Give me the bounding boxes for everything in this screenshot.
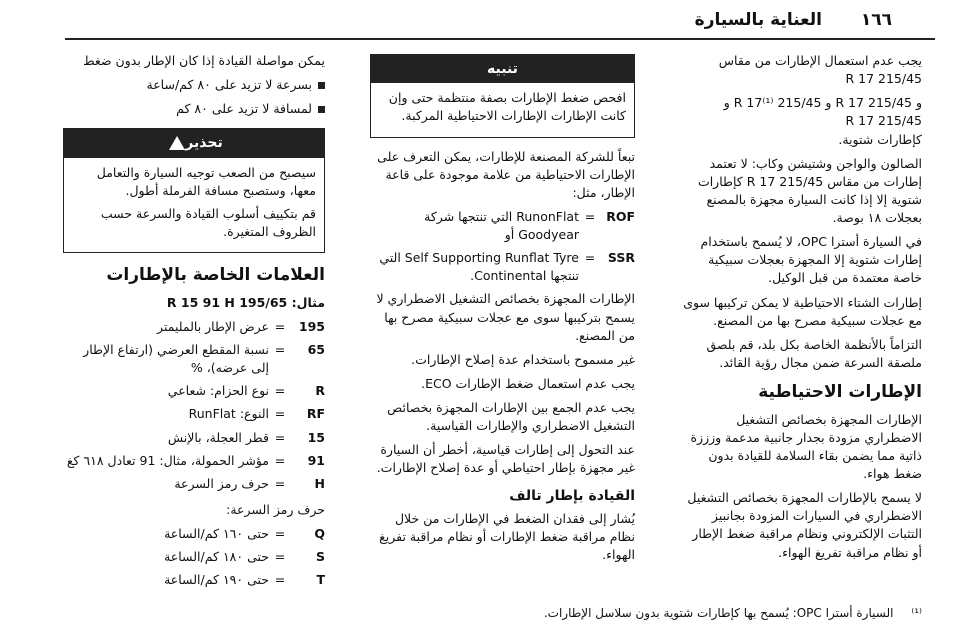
row-value: مؤشر الحمولة، مثال: 91 تعادل ٦١٨ كغ (66, 452, 269, 468)
paragraph: يمكن مواصلة القيادة إذا كان الإطار بدون ضغط (83, 53, 325, 68)
marking-key: SSR (607, 250, 635, 266)
marking-value: Self Supporting Runflat Tyre التي تنتجها Continental. (379, 250, 579, 284)
paragraph: يُشار إلى فقدان الضغط في الإطارات من خلال نظام مراقبة ضغط الإطارات أو نظام مراقبة تفريغ الهواء. (379, 510, 635, 563)
row-key: H (314, 475, 325, 491)
notice-text: افحص ضغط الإطارات بصفة منتظمة حتى وإن كانت الإطارات الإطارات الاحتياطية المركبة. (388, 90, 626, 124)
warning-text: سيصبح من الصعب توجيه السيارة والتعامل معها، وستصبح مسافة الفرملة أطول. (96, 164, 316, 198)
row-value: النوع: RunFlat (188, 406, 269, 422)
table-row: T = حتى ١٩٠ كم/الساعة (63, 571, 325, 589)
footnote-mark: ⁽¹⁾ (911, 606, 922, 620)
column-right (682, 52, 922, 568)
row-key: 65 (307, 342, 325, 358)
bullet-item: لمسافة لا تزيد على ٨٠ كم (63, 100, 325, 118)
table-row: Q = حتى ١٦٠ كم/الساعة (63, 525, 325, 543)
warning-text: قم بتكييف أسلوب القيادة والسرعة حسب الظروف المتغيرة. (100, 205, 316, 240)
row-key: T (316, 572, 325, 588)
row-key: 15 (307, 429, 325, 445)
table-row: RF = النوع: RunFlat (63, 405, 325, 423)
row-value: نوع الحزام: شعاعي (167, 383, 269, 399)
marking-row: SSR = Self Supporting Runflat Tyre التي تنتجها Continental. (370, 249, 635, 285)
warning-box (63, 128, 325, 253)
row-key: S (315, 549, 325, 565)
paragraph: الإطارات المجهزة بخصائص التشغيل الاضطراري لا يسمح بتركيبها سوى مع عجلات سبيكية مصرح بها من المصنع. (376, 291, 635, 343)
header-rule (65, 38, 935, 40)
table-row: 195 = عرض الإطار بالمليمتر (63, 318, 325, 336)
row-value: حتى ١٨٠ كم/الساعة (164, 549, 269, 565)
row-value: نسبة المقطع العرضي (ارتفاع الإطار إلى عرضه)، % (83, 342, 269, 376)
paragraph: يجب عدم استعمال الإطارات من مقاس 215/45 R 17 (718, 53, 922, 87)
column-middle (370, 52, 635, 570)
row-value: حتى ١٦٠ كم/الساعة (164, 526, 269, 542)
row-value: قطر العجلة، بالإنش (167, 429, 269, 445)
chapter-title: العناية بالسيارة (694, 10, 822, 30)
page-number: ١٦٦ (860, 10, 892, 30)
notice-box (370, 54, 635, 138)
footnote (42, 605, 922, 622)
section-heading: العلامات الخاصة بالإطارات (106, 265, 325, 286)
paragraph: يجب عدم الجمع بين الإطارات المجهزة بخصائص التشغيل الاضطراري والإطارات القياسية. (387, 400, 635, 434)
row-value: عرض الإطار بالمليمتر (157, 318, 269, 334)
paragraph: غير مسموح باستخدام عدة إصلاح الإطارات. (411, 351, 635, 367)
paragraph: الإطارات المجهزة بخصائص التشغيل الاضطراري مزودة بجدار جانبية مدعمة وزززة ذاتية مما يضمن بقاء السلامة للقيادة بدون ضغط هواء. (690, 411, 922, 482)
paragraph: لا يسمح بالإطارات المجهزة بخصائص التشغيل الاضطراري في السيارات المزودة بجانبيز التثبات الإلكتروني ونظام مراقبة ضغط الإطار أو نظام مراقبة تفريغ الهواء. (687, 490, 922, 560)
column-left (63, 52, 325, 594)
bullet-item: بسرعة لا تزيد على ٨٠ كم/ساعة (63, 76, 325, 94)
row-key: R (315, 383, 325, 399)
speed-heading: حرف رمز السرعة: (226, 501, 325, 517)
table-row: R = نوع الحزام: شعاعي (63, 382, 325, 400)
bullet-square-icon (318, 82, 325, 89)
paragraph: في السيارة أسترا OPC، لا يُسمح باستخدام إطارات شتوية إلا المجهزة بعجلات سبيكية خاصة معتمدة من قبل الوكيل. (700, 234, 922, 286)
marking-row: ROF = RunonFlat التي تنتجها شركة Goodyear أو (370, 208, 635, 244)
section-heading: القيادة بإطار تالف (509, 487, 635, 504)
speed-table (63, 525, 325, 589)
table-row: S = حتى ١٨٠ كم/الساعة (63, 548, 325, 566)
table-row: 65 = نسبة المقطع العرضي (ارتفاع الإطار إلى عرضه)، % (63, 341, 325, 377)
table-row: H = حرف رمز السرعة (63, 475, 325, 493)
paragraph: عند التحول إلى إطارات قياسية، أخطر أن السيارة غير مجهزة بإطار احتياطي أو عدة إصلاح الإطارات. (376, 442, 635, 476)
table-row: 15 = قطر العجلة، بالإنش (63, 429, 325, 447)
paragraph: الصالون والواجن وشتيشن وكاب: لا تعتمد إطارات من مقاس 215/45 R 17 كإطارات شتوية إلا إذا كانت السيارة مجهزة بالمصنع بعجلات ١٨ بوصة. (697, 155, 922, 225)
marking-value: RunonFlat التي تنتجها شركة Goodyear أو (424, 208, 579, 243)
row-key: Q (314, 526, 325, 542)
warning-triangle-icon (169, 136, 185, 150)
paragraph: تبعاً للشركة المصنعة للإطارات، يمكن التعرف على الإطارات الاحتياطية من علامة موجودة على قاعة الإطار، مثل: (377, 148, 635, 200)
footnote-text: السيارة أسترا OPC: يُسمح بها كإطارات شتوية بدون سلاسل الإطارات. (543, 606, 894, 620)
row-key: 195 (298, 318, 325, 334)
example-line: مثال: 195/65 R 15 91 H (166, 294, 325, 310)
marking-key: ROF (606, 208, 635, 224)
notice-title: تنبيه (371, 55, 634, 83)
row-key: RF (306, 406, 325, 422)
paragraph: التزاماً بالأنظمة الخاصة بكل بلد، قم بلصق ملصقة السرعة ضمن مجال رؤية القائد. (706, 336, 922, 370)
warning-title: تحذير (64, 129, 324, 157)
paragraph: كإطارات شتوية. (838, 131, 922, 147)
row-value: حتى ١٩٠ كم/الساعة (164, 572, 269, 588)
row-value: حرف رمز السرعة (174, 475, 269, 491)
table-row: 91 = مؤشر الحمولة، مثال: 91 تعادل ٦١٨ كغ (63, 452, 325, 470)
paragraph: يجب عدم استعمال ضغط الإطارات ECO. (421, 375, 635, 391)
paragraph: إطارات الشتاء الاحتياطية لا يمكن تركيبها سوى مع عجلات سبيكية مصرح بها من المصنع. (683, 294, 922, 328)
page-header (0, 8, 960, 36)
bullet-square-icon (318, 106, 325, 113)
row-key: 91 (307, 452, 325, 468)
section-heading: الإطارات الاحتياطية (758, 382, 922, 402)
marking-table (63, 318, 325, 493)
paragraph: و 215/45 R 17 و 215/45 R 17⁽¹⁾ و 215/45 R 17 (723, 95, 922, 129)
